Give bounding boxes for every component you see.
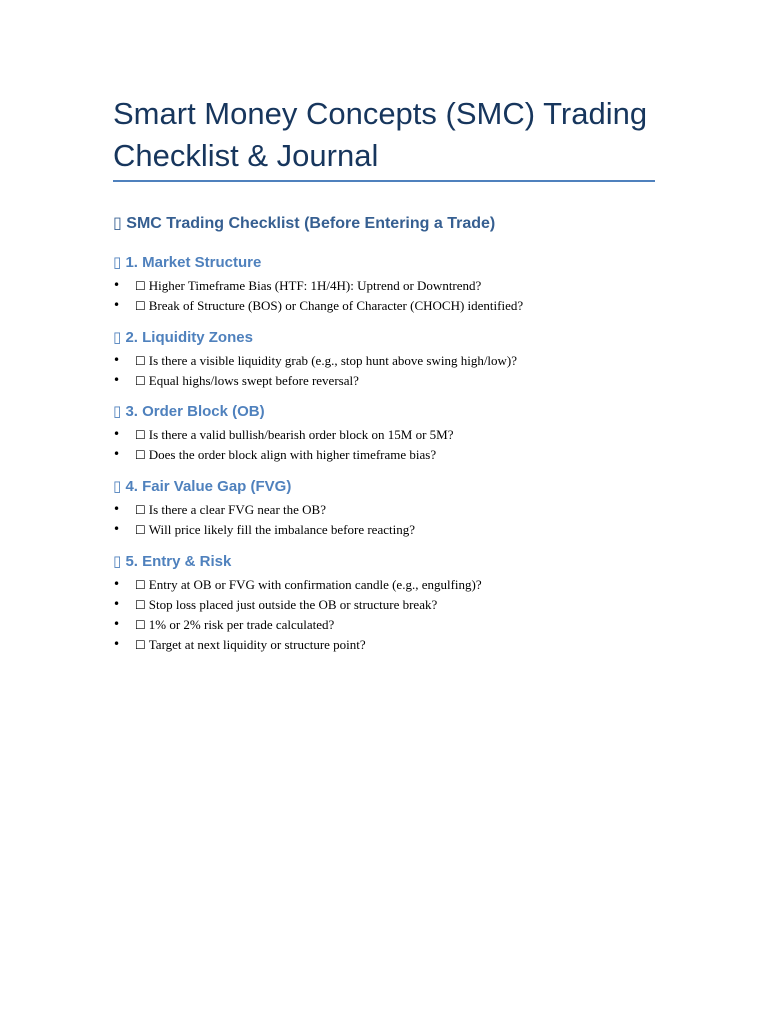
- bullet-icon: •: [113, 577, 121, 591]
- checklist-item-text: Is there a visible liquidity grab (e.g., stop hunt above swing high/low)?: [148, 353, 518, 368]
- title-divider: [113, 180, 655, 182]
- section-heading: [113, 402, 713, 421]
- bullet-icon: •: [113, 617, 121, 631]
- checklist-item-text: Equal highs/lows swept before reversal?: [148, 373, 359, 388]
- checkbox-icon[interactable]: ☐: [135, 523, 146, 537]
- checklist-item: [113, 575, 713, 595]
- bullet-icon: •: [113, 298, 121, 312]
- section-fair-value-gap: [113, 477, 713, 540]
- bullet-icon: •: [113, 637, 121, 651]
- section-icon: ▯: [113, 552, 122, 570]
- checklist-item: [113, 520, 713, 540]
- checkbox-icon[interactable]: ☐: [135, 578, 146, 592]
- checklist: [113, 351, 713, 391]
- checklist: [113, 575, 713, 655]
- bullet-icon: •: [113, 447, 121, 461]
- checklist-item-text: Is there a valid bullish/bearish order block on 15M or 5M?: [148, 427, 454, 442]
- checklist-item-text: Target at next liquidity or structure point?: [148, 637, 366, 652]
- checklist-item: [113, 635, 713, 655]
- checklist-item: [113, 595, 713, 615]
- section-heading: [113, 477, 713, 496]
- section-heading: [113, 552, 713, 571]
- checkbox-icon[interactable]: ☐: [135, 618, 146, 632]
- checklist-heading: [113, 213, 495, 233]
- checkbox-icon[interactable]: ☐: [135, 598, 146, 612]
- checklist-item: [113, 425, 713, 445]
- bullet-icon: •: [113, 373, 121, 387]
- checklist-item: [113, 445, 713, 465]
- bullet-icon: •: [113, 427, 121, 441]
- section-icon: ▯: [113, 253, 122, 271]
- section-heading-text: 5. Entry & Risk: [125, 553, 232, 570]
- section-heading-text: 3. Order Block (OB): [125, 403, 265, 420]
- checklist-item-text: Does the order block align with higher timeframe bias?: [148, 447, 437, 462]
- bullet-icon: •: [113, 522, 121, 536]
- checkbox-icon[interactable]: ☐: [135, 428, 146, 442]
- checkbox-icon[interactable]: ☐: [135, 638, 146, 652]
- checkbox-icon[interactable]: ☐: [135, 448, 146, 462]
- checklist: [113, 276, 713, 316]
- checklist-item-text: Will price likely fill the imbalance before reacting?: [148, 522, 415, 537]
- checklist-item: [113, 351, 713, 371]
- checklist-item-text: Higher Timeframe Bias (HTF: 1H/4H): Uptrend or Downtrend?: [148, 278, 482, 293]
- checkbox-icon[interactable]: ☐: [135, 299, 146, 313]
- bullet-icon: •: [113, 502, 121, 516]
- section-heading: [113, 253, 713, 272]
- checkbox-icon[interactable]: ☐: [135, 503, 146, 517]
- section-icon: ▯: [113, 328, 122, 346]
- checklist-item: [113, 296, 713, 316]
- checkbox-icon[interactable]: ☐: [135, 279, 146, 293]
- section-liquidity-zones: [113, 328, 713, 391]
- checklist: [113, 425, 713, 465]
- section-icon: ▯: [113, 477, 122, 495]
- bullet-icon: •: [113, 278, 121, 292]
- checklist-item: [113, 276, 713, 296]
- section-icon: ▯: [113, 402, 122, 420]
- section-heading-text: 2. Liquidity Zones: [125, 329, 253, 346]
- checklist-item-text: Break of Structure (BOS) or Change of Character (CHOCH) identified?: [148, 298, 524, 313]
- checklist-item-text: 1% or 2% risk per trade calculated?: [148, 617, 335, 632]
- checklist-item-text: Is there a clear FVG near the OB?: [148, 502, 326, 517]
- checklist-item: [113, 500, 713, 520]
- checklist-item: [113, 615, 713, 635]
- section-order-block: [113, 402, 713, 465]
- section-heading-text: 4. Fair Value Gap (FVG): [125, 478, 292, 495]
- checklist-item-text: Stop loss placed just outside the OB or structure break?: [148, 597, 438, 612]
- bullet-icon: •: [113, 597, 121, 611]
- section-heading-text: 1. Market Structure: [125, 254, 262, 271]
- checklist-item-text: Entry at OB or FVG with confirmation candle (e.g., engulfing)?: [148, 577, 482, 592]
- section-market-structure: [113, 253, 713, 316]
- checkbox-icon[interactable]: ☐: [135, 354, 146, 368]
- checkbox-icon[interactable]: ☐: [135, 374, 146, 388]
- bullet-icon: •: [113, 353, 121, 367]
- document-title: Smart Money Concepts (SMC) Trading Checklist & Journal: [113, 96, 648, 173]
- section-entry-risk: [113, 552, 713, 655]
- checklist-heading-icon: ▯: [113, 213, 122, 232]
- checklist: [113, 500, 713, 540]
- section-heading: [113, 328, 713, 347]
- checklist-item: [113, 371, 713, 391]
- checklist-heading-text: SMC Trading Checklist (Before Entering a Trade): [126, 215, 496, 232]
